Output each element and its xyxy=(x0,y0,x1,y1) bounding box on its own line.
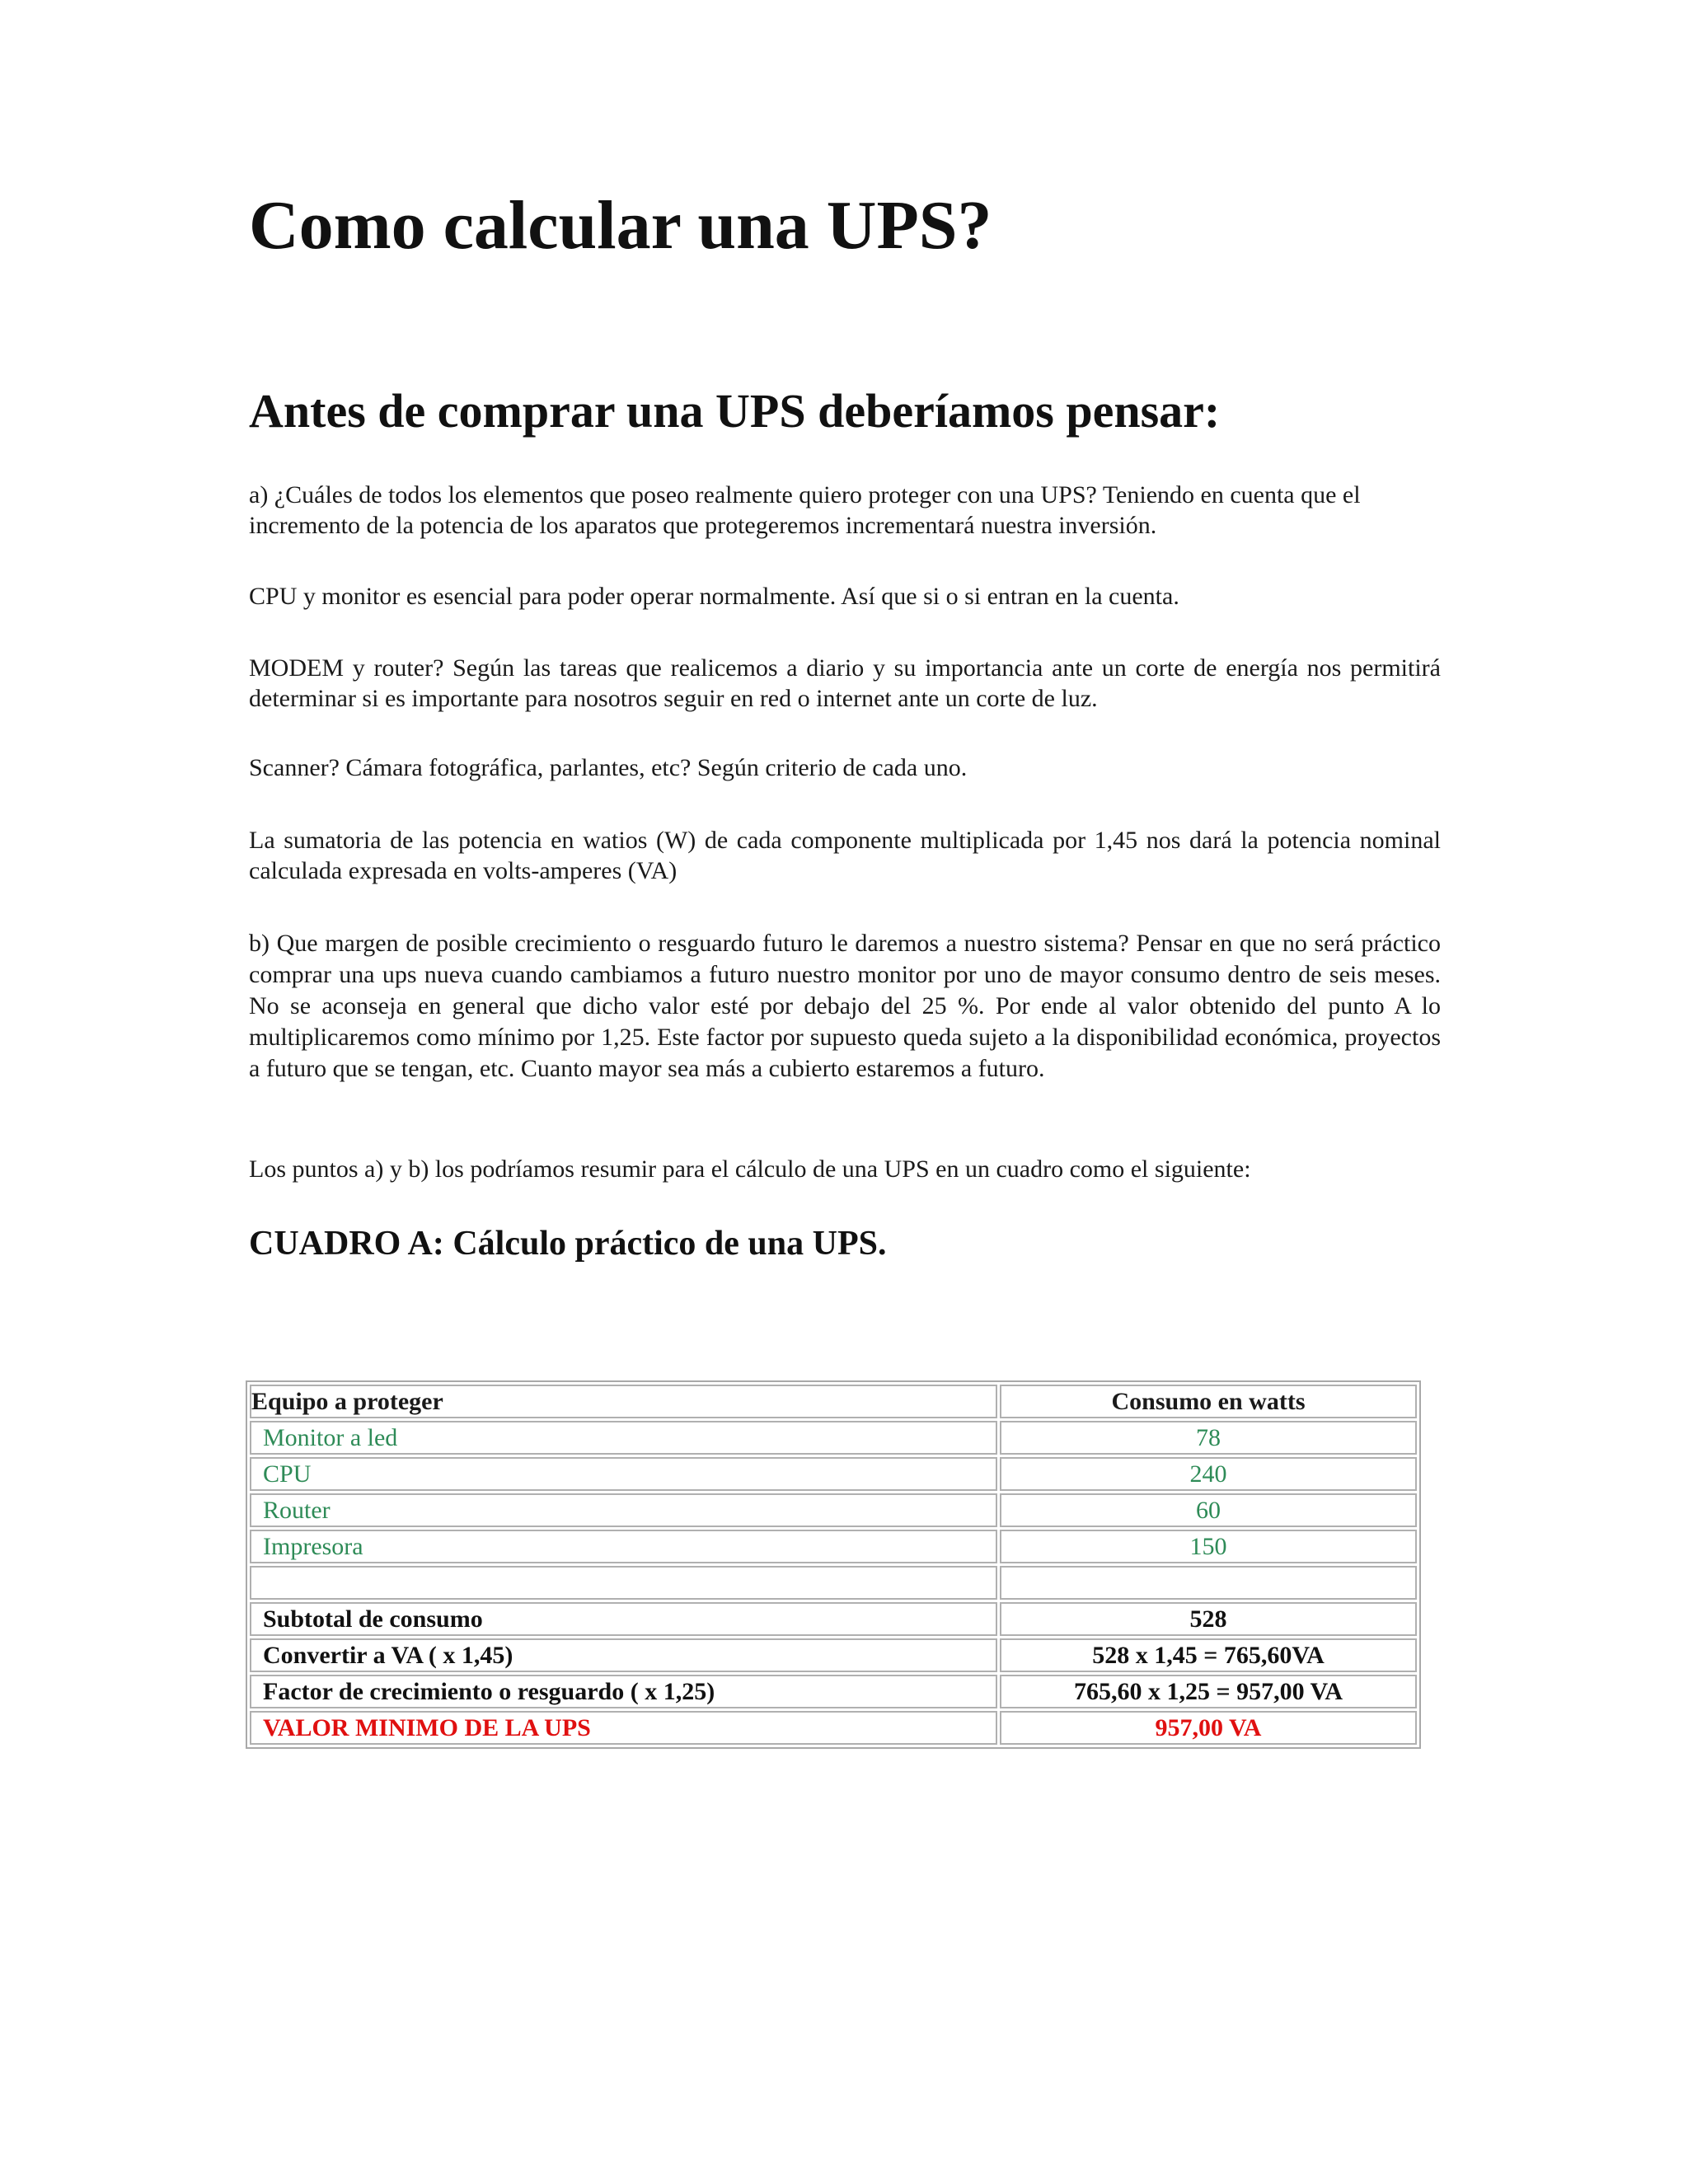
document-subtitle: Antes de comprar una UPS deberíamos pensar: xyxy=(249,384,1221,438)
table-empty-row xyxy=(250,1566,1417,1600)
calc-table xyxy=(246,1380,1421,1749)
paragraph-b: b) Que margen de posible crecimiento o resguardo futuro le daremos a nuestro sistema? Pensar en que no será práctico comprar una ups nueva cuando cambiamos a futuro nuestro monitor por uno de mayor consumo dentro de seis meses. No se aconseja en general que dicho valor esté por debajo del 25 %. Por ende al valor obtenido del punto A lo multiplicaremos como mínimo por 1,25. Este factor por supuesto queda sujeto a la disponibilidad económica, proyectos a futuro que se tengan, etc. Cuanto mayor sea más a cubierto estaremos a futuro. xyxy=(249,930,1441,1082)
paragraph-a: a) ¿Cuáles de todos los elementos que poseo realmente quiero proteger con una UPS? Teniendo en cuenta que el incremento de la potencia de los aparatos que protegeremos incrementará nuestra inversión. xyxy=(249,481,1361,539)
empty-cell xyxy=(250,1566,997,1600)
minimum-label: VALOR MINIMO DE LA UPS xyxy=(250,1711,997,1745)
factor-value: 765,60 x 1,25 = 957,00 VA xyxy=(1000,1675,1417,1708)
item-name: Impresora xyxy=(250,1530,997,1563)
paragraph-sumatoria: La sumatoria de las potencia en watios (W) de cada componente multiplicada por 1,45 nos dará la potencia nominal calculada expresada en volts-amperes (VA) xyxy=(249,827,1441,884)
document-title: Como calcular una UPS? xyxy=(249,187,992,264)
minimum-row xyxy=(250,1711,1417,1745)
table-header-row xyxy=(250,1385,1417,1418)
empty-cell xyxy=(1000,1566,1417,1600)
item-watts: 60 xyxy=(1000,1493,1417,1527)
header-equipment: Equipo a proteger xyxy=(250,1385,997,1418)
item-name: Monitor a led xyxy=(250,1421,997,1455)
table-row xyxy=(250,1421,1417,1455)
convert-row xyxy=(250,1638,1417,1672)
paragraph-summary: Los puntos a) y b) los podríamos resumir para el cálculo de una UPS en un cuadro como el siguiente: xyxy=(249,1155,1251,1183)
paragraph-scanner: Scanner? Cámara fotográfica, parlantes, etc? Según criterio de cada uno. xyxy=(249,754,968,781)
minimum-value: 957,00 VA xyxy=(1000,1711,1417,1745)
item-name: CPU xyxy=(250,1457,997,1491)
table-heading: CUADRO A: Cálculo práctico de una UPS. xyxy=(249,1225,887,1263)
item-watts: 78 xyxy=(1000,1421,1417,1455)
factor-label: Factor de crecimiento o resguardo ( x 1,25) xyxy=(250,1675,997,1708)
table-row xyxy=(250,1493,1417,1527)
subtotal-row xyxy=(250,1602,1417,1636)
table-row xyxy=(250,1530,1417,1563)
item-name: Router xyxy=(250,1493,997,1527)
header-consumption: Consumo en watts xyxy=(1000,1385,1417,1418)
convert-value: 528 x 1,45 = 765,60VA xyxy=(1000,1638,1417,1672)
item-watts: 150 xyxy=(1000,1530,1417,1563)
paragraph-modem-router: MODEM y router? Según las tareas que realicemos a diario y su importancia ante un corte de energía nos permitirá determinar si es importante para nosotros seguir en red o internet ante un corte de luz. xyxy=(249,654,1441,712)
table-row xyxy=(250,1457,1417,1491)
subtotal-label: Subtotal de consumo xyxy=(250,1602,997,1636)
subtotal-value: 528 xyxy=(1000,1602,1417,1636)
paragraph-cpu-monitor: CPU y monitor es esencial para poder operar normalmente. Así que si o si entran en la cuenta. xyxy=(249,583,1179,610)
item-watts: 240 xyxy=(1000,1457,1417,1491)
convert-label: Convertir a VA ( x 1,45) xyxy=(250,1638,997,1672)
ups-calculation-table xyxy=(246,1380,1421,1749)
factor-row xyxy=(250,1675,1417,1708)
